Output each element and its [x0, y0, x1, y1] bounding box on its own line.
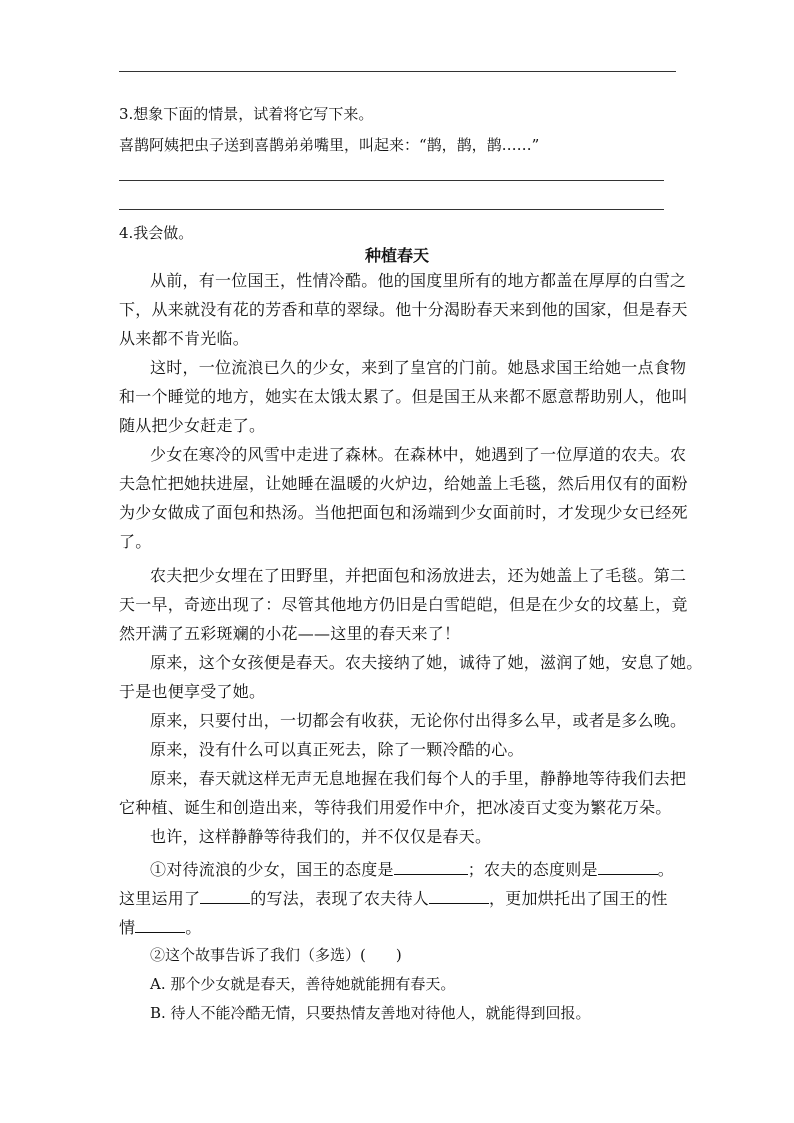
answer-line-2[interactable] — [119, 209, 664, 210]
passage-line: 农夫把少女埋在了田野里，并把面包和汤放进去，还为她盖上了毛毯。第二 — [150, 566, 687, 585]
passage-line: 了。 — [119, 532, 152, 551]
sub1-line-2 — [119, 887, 675, 910]
passage-line: 原来，春天就这样无声无息地握在我们每个人的手里，静静地等待我们去把 — [150, 769, 687, 788]
passage-line: 为少女做成了面包和热汤。当他把面包和汤端到少女面前时，才发现少女已经死 — [119, 503, 688, 522]
passage-title: 种植春天 — [364, 246, 429, 265]
answer-blank-king-attitude[interactable] — [394, 858, 468, 875]
q4-heading: 4.我会做。 — [119, 224, 194, 242]
sub1-text: ，更加烘托出了国王的性 — [489, 889, 668, 908]
passage-line: 少女在寒冷的风雪中走进了森林。在森林中，她遇到了一位厚道的农夫。农 — [150, 445, 687, 464]
sub1-text: 的写法，表现了农夫待人 — [250, 889, 430, 908]
passage-line: 然开满了五彩斑斓的小花——这里的春天来了！ — [119, 624, 461, 643]
option-b[interactable]: B. 待人不能冷酷无情，只要热情友善地对待他人，就能得到回报。 — [150, 1004, 591, 1022]
sub1-line-1 — [150, 858, 675, 881]
passage-line: 和一个睡觉的地方，她实在太饿太累了。但是国王从来都不愿意帮助别人，他叫 — [119, 387, 688, 406]
passage-line: 从来都不肯光临。 — [119, 329, 250, 348]
option-a[interactable]: A. 那个少女就是春天，善待她就能拥有春天。 — [150, 975, 456, 993]
passage-line: 原来，没有什么可以真正死去，除了一颗冷酷的心。 — [150, 740, 524, 759]
q3-heading: 3.想象下面的情景，试着将它写下来。 — [119, 105, 374, 123]
q3-prompt: 喜鹊阿姨把虫子送到喜鹊弟弟嘴里，叫起来：“鹊，鹊，鹊……” — [119, 136, 540, 154]
sub1-text: 。 — [657, 860, 675, 879]
sub1-text: 情 — [119, 918, 136, 937]
sub1-text: ；农夫的态度则是 — [467, 860, 598, 879]
sub1-line-3 — [119, 916, 675, 939]
passage-line: 原来，只要付出，一切都会有收获，无论你付出得多么早，或者是多么晚。 — [150, 711, 687, 730]
passage-line: 从前，有一位国王，性情冷酷。他的国度里所有的地方都盖在厚厚的白雪之 — [150, 271, 687, 290]
passage-line: 随从把少女赶走了。 — [119, 416, 266, 435]
passage-line: 夫急忙把她扶进屋，让她睡在温暖的火炉边，给她盖上毛毯，然后用仅有的面粉 — [119, 474, 688, 493]
passage-line: 这时，一位流浪已久的少女，来到了皇宫的门前。她恳求国王给她一点食物 — [150, 358, 687, 377]
sub1-text: ①对待流浪的少女，国王的态度是 — [150, 860, 394, 879]
answer-blank-farmer-manner[interactable] — [429, 887, 489, 904]
passage-line: 原来，这个女孩便是春天。农夫接纳了她，诚待了她，滋润了她，安息了她。 — [150, 653, 703, 672]
passage-line: 下，从来就没有花的芳香和草的翠绿。他十分渴盼春天来到他的国家，但是春天 — [119, 300, 688, 319]
passage-line: 天一早，奇迹出现了：尽管其他地方仍旧是白雪皑皑，但是在少女的坟墓上，竟 — [119, 595, 688, 614]
answer-blank-farmer-attitude[interactable] — [598, 858, 658, 875]
sub2-question: ②这个故事告诉了我们（多选）( ) — [150, 946, 402, 964]
answer-blank-technique[interactable] — [200, 887, 250, 904]
sub1-text: 这里运用了 — [119, 889, 201, 908]
sub1-text: 。 — [185, 918, 202, 937]
answer-line-1[interactable] — [119, 180, 664, 181]
passage-line: 于是也便享受了她。 — [119, 682, 266, 701]
passage-line: 它种植、诞生和创造出来，等待我们用爱作中介，把冰凌百丈变为繁花万朵。 — [119, 798, 672, 817]
passage-line: 也许，这样静静等待我们的，并不仅仅是春天。 — [150, 827, 492, 846]
header-rule — [119, 71, 676, 72]
answer-blank-king-nature[interactable] — [135, 916, 185, 933]
